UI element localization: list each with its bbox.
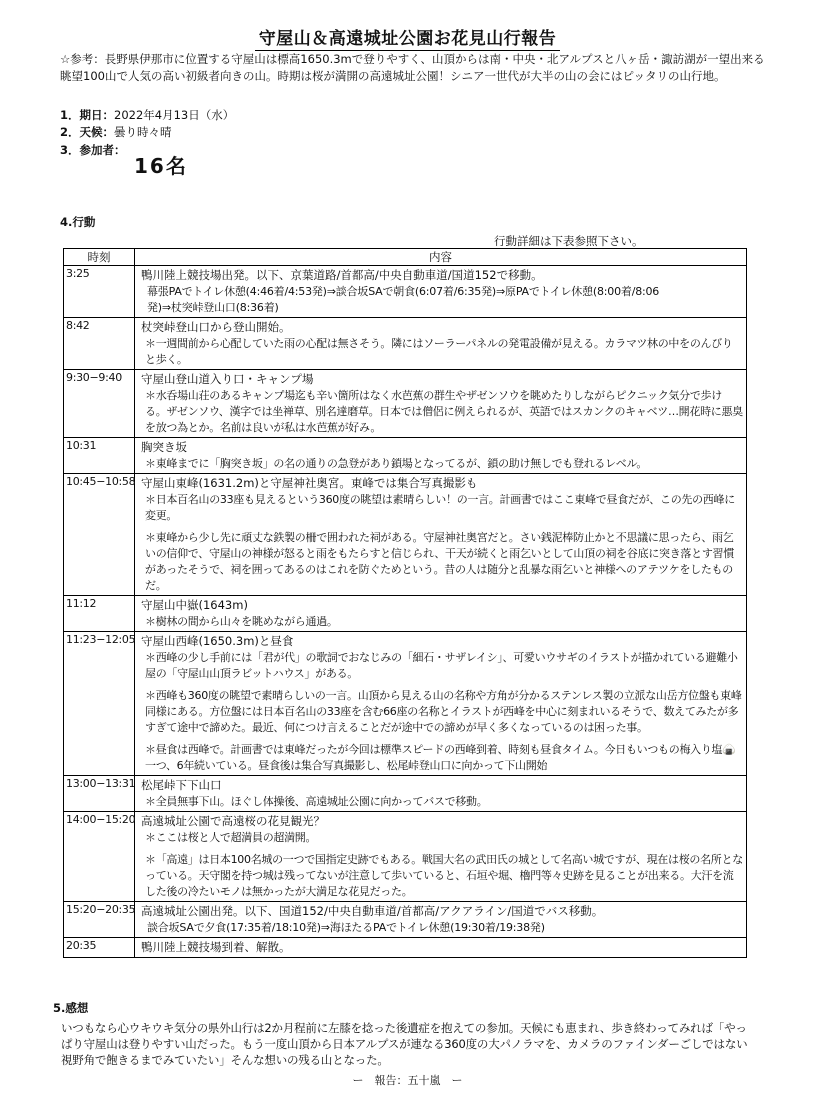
row-content [135,632,747,776]
row-event: 鴨川陸上競技場到着、解散。 [141,940,291,954]
table-body [64,266,747,958]
row-time: 8:42 [64,318,135,370]
reporter-footer: ー 報告：五十嵐 ー [352,1074,463,1087]
participants-count: 16名 [134,154,188,178]
row-content [135,938,747,958]
row-route-line: 幕張PAでトイレ休憩(4:46着/4:53発)⇒談合坂SAで朝食(6:07着/6:35発)⇒原PAでトイレ休憩(8:00着/8:06 [147,285,660,298]
row-event: 高遠城址公園出発。以下、国道152/中央自動車道/首都高/アクアライン/国道でバス移動。 [141,904,604,918]
participants-label: 3．参加者： [60,143,126,157]
row-time: 13:00−13:31 [64,776,135,812]
row-note: ＊ここは桜と人で超満員の超満開。 [145,831,317,844]
table-row [64,776,747,812]
date-value: 2022年4月13日（水） [114,108,235,122]
row-event: 鴨川陸上競技場出発。以下、京葉道路/首都高/中央自動車道/国道152で移動。 [141,268,543,282]
table-header-row [64,249,747,266]
table-row [64,596,747,632]
impression-text: いつもなら心ウキウキ気分の県外山行は2か月程前に左膝を捻った後遺症を抱えての参加。天候にも恵まれ、歩き終わってみれば「やっぱり守屋山は登りやすい山だった。もう一度山頂から日本アルプスが連なる360度の大パノラマを、カメラのファインダーごしではない視野角で飽きるまでみていたい」そんな想いの残る山となった。 [61,1021,748,1067]
row-note: ＊東峰までに「胸突き坂」の名の通りの急登があり鎖場となってるが、鎖の助け無しでも登れるレベル。 [145,457,648,470]
weather-row [60,124,172,140]
row-note: ＊西峰の少し手前には「君が代」の歌詞でおなじみの「細石・サザレイシ」、可愛いウサギのイラストが描かれている避難小屋の「守屋山山頂ラビットハウス」がある。 [145,651,738,680]
row-event: 守屋山中嶽(1643m) [141,598,248,612]
row-content [135,370,747,438]
row-note: ＊昼食は西峰で。計画書では東峰だったが今回は標準スピードの西峰到着、時刻も昼食タイム。今日もいつもの梅入り塩🍙一つ、6年続いている。昼食後は集合写真撮影し、松尾峠登山口に向かって下山開始 [145,743,736,772]
table-row [64,438,747,474]
table-row [64,370,747,438]
row-note: ＊一週間前から心配していた雨の心配は無さそう。隣にはソーラーパネルの発電設備が見える。カラマツ林の中をのんびりと歩く。 [145,337,733,366]
row-content [135,812,747,902]
row-time: 11:23−12:05 [64,632,135,776]
weather-value: 曇り時々晴 [114,125,172,139]
row-time: 20:35 [64,938,135,958]
row-note: ＊水呑場山荘のあるキャンプ場迄も辛い箇所はなく水芭蕉の群生やザゼンソウを眺めたりしながらピクニック気分で歩ける。ザゼンソウ、漢字では坐禅草、別名達磨草。日本では僧侶に例えられるが、英語ではスカンクのキャベツ…開花時に悪臭を放つ為とか。名前は良いが私は水芭蕉が好み。 [145,389,743,434]
table-row [64,902,747,938]
report-title [0,24,815,49]
date-row [60,107,234,123]
row-time: 3:25 [64,266,135,318]
row-event: 守屋山東峰(1631.2m)と守屋神社奥宮。東峰では集合写真撮影も [141,476,478,490]
row-event: 杖突峠登山口から登山開始。 [141,320,291,334]
row-content [135,438,747,474]
table-row [64,632,747,776]
table-row [64,812,747,902]
row-time: 10:45−10:58 [64,474,135,596]
table-row [64,938,747,958]
row-route-line: 発)⇒杖突峠登山口(8:36着) [147,301,279,314]
row-event: 胸突き坂 [141,440,187,454]
row-content [135,474,747,596]
activity-table [63,248,747,958]
intro-text: ☆参考：長野県伊那市に位置する守屋山は標高1650.3mで登りやすく、山頂からは南・中央・北アルプスと八ヶ岳・諏訪湖が一望出来る眺望100山で人気の高い初級者向きの山。時期は桜が満開の高遠城址公園！シニア一世代が大半の山の会にはピッタリの山行地。 [60,52,765,83]
row-event: 松尾峠下下山口 [141,778,222,792]
row-note: ＊東峰から少し先に頑丈な鉄製の柵で囲われた祠がある。守屋神社奥宮だと。さい銭泥棒防止かと不思議に思ったら、雨乞いの信仰で、守屋山の神様が怒ると雨をもたらすと信じられ、干天が続くと雨乞いとして山頂の祠を谷底に突き落とす習慣があったそうで、祠を囲ってあるのはこれを防ぐためという。昔の人は随分と乱暴な雨乞いと神様へのアテツケをしたものだ。 [145,531,734,592]
header-time: 時刻 [64,249,135,266]
row-time: 9:30−9:40 [64,370,135,438]
row-note: ＊日本百名山の33座も見えるという360度の眺望は素晴らしい！の一言。計画書ではここ東峰で昼食だが、この先の西峰に変更。 [145,493,735,522]
row-content [135,318,747,370]
row-time: 14:00−15:20 [64,812,135,902]
date-label: 1．期日： [60,108,115,122]
row-time: 11:12 [64,596,135,632]
row-content [135,266,747,318]
row-content [135,596,747,632]
table-row [64,474,747,596]
table-row [64,266,747,318]
participants-row [60,142,126,158]
row-event: 高遠城址公園で高遠桜の花見観光？ [141,814,325,828]
section5-heading: 5.感想 [53,1001,89,1015]
row-event: 守屋山登山道入り口・キャンプ場 [141,372,314,386]
row-time: 10:31 [64,438,135,474]
row-note: ＊「高遠」は日本100名城の一つで国指定史跡でもある。戦国大名の武田氏の城として名高い城ですが、現在は桜の名所となっている。天守閣を持つ城は残ってないが注意して歩いていると、石垣や堀、櫓門等々史跡を見ることが出来る。大汗を流した後の冷たいモノは無かったが大満足な花見だった。 [145,853,743,898]
section4-heading: 4.行動 [60,215,96,229]
weather-label: 2．天候： [60,125,115,139]
row-note: ＊西峰も360度の眺望で素晴らしいの一言。山頂から見える山の名称や方角が分かるステンレス製の立派な山岳方位盤も東峰同様にある。方位盤には日本百名山の33座を含む66座の名称とイラストが西峰を中心に刻まれいるそうで、数えてみたが多すぎて途中で諦めた。最近、何につけ言えることだが途中での諦めが早く多くなっているのは困った事。 [145,689,742,734]
row-content [135,776,747,812]
table-note: 行動詳細は下表参照下さい。 [494,234,644,248]
row-content [135,902,747,938]
header-content: 内容 [135,249,747,266]
row-route-line: 談合坂SAで夕食(17:35着/18:10発)⇒海ほたるPAでトイレ休憩(19:30着/19:38発) [147,921,545,934]
row-note: ＊樹林の間から山々を眺めながら通過。 [145,615,338,628]
row-event: 守屋山西峰(1650.3m)と昼食 [141,634,294,648]
row-time: 15:20−20:35 [64,902,135,938]
table-row [64,318,747,370]
report-title-text: 守屋山＆高遠城址公園お花見山行報告 [255,29,561,51]
row-note: ＊全員無事下山。ほぐし体操後、高遠城址公園に向かってバスで移動。 [145,795,488,808]
